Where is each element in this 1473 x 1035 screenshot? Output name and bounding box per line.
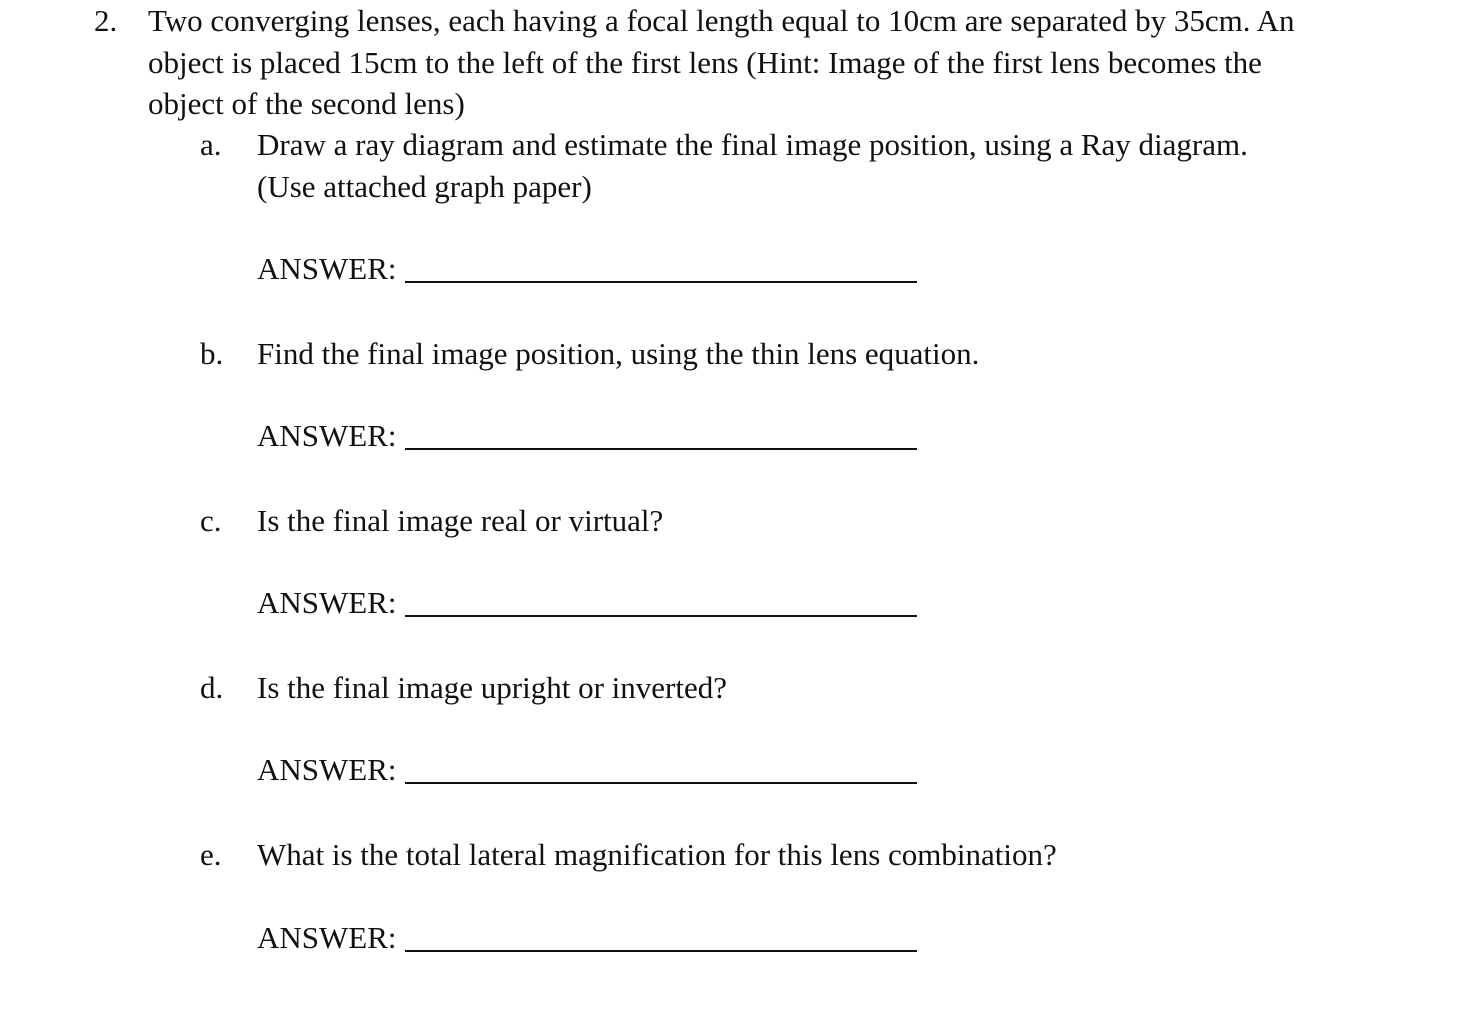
part-prompt-line: Find the final image position, using the thin lens equation. — [257, 336, 980, 371]
part-letter: d. — [200, 670, 224, 705]
answer-blank-line[interactable] — [405, 281, 917, 283]
part-prompt — [257, 834, 1407, 876]
part-prompt-line: (Use attached graph paper) — [257, 168, 592, 204]
part-letter: c. — [200, 503, 222, 538]
part-prompt — [257, 667, 1407, 709]
part-prompt-line: Draw a ray diagram and estimate the final image position, using a Ray diagram. — [257, 127, 1248, 162]
part-prompt-line: What is the total lateral magnification for this lens combination? — [257, 837, 1057, 872]
question-line: object is placed 15cm to the left of the first lens (Hint: Image of the first lens becomes the — [148, 44, 1262, 80]
question-line: Two converging lenses, each having a focal length equal to 10cm are separated by 35cm. An — [148, 3, 1295, 38]
answer-a — [257, 251, 917, 287]
answer-d — [257, 752, 917, 788]
part-prompt — [257, 500, 1407, 542]
question-text — [148, 0, 1448, 125]
answer-e — [257, 920, 917, 956]
answer-blank-line[interactable] — [405, 950, 917, 952]
part-prompt — [257, 124, 1407, 207]
part-prompt-line: Is the final image real or virtual? — [257, 503, 664, 538]
answer-label: ANSWER: — [257, 251, 397, 286]
answer-blank-line[interactable] — [405, 448, 917, 450]
answer-label: ANSWER: — [257, 752, 397, 787]
part-letter: a. — [200, 127, 222, 162]
answer-label: ANSWER: — [257, 920, 397, 955]
part-letter: e. — [200, 837, 222, 872]
part-prompt-line: Is the final image upright or inverted? — [257, 670, 728, 705]
answer-label: ANSWER: — [257, 585, 397, 620]
part-letter: b. — [200, 336, 224, 371]
answer-blank-line[interactable] — [405, 615, 917, 617]
answer-b — [257, 418, 917, 454]
answer-blank-line[interactable] — [405, 782, 917, 784]
question-number: 2. — [94, 3, 118, 38]
part-prompt — [257, 333, 1407, 375]
answer-label: ANSWER: — [257, 418, 397, 453]
answer-c — [257, 585, 917, 621]
question-line: object of the second lens) — [148, 86, 465, 121]
